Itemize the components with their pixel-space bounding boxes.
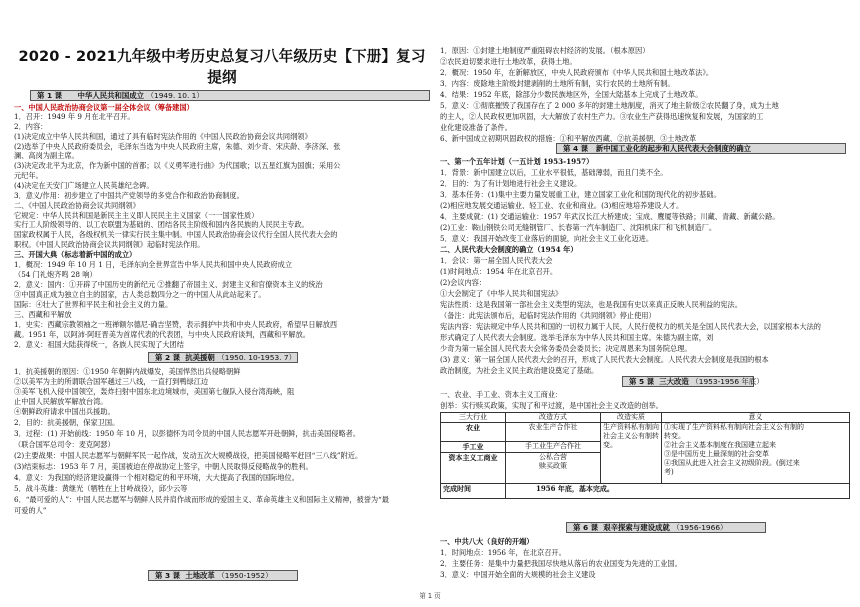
left-line: 1．概况：1949 年 10 月 1 日，毛泽东向全世界宣告中华人民共和国中央人民政府成立 [14, 260, 293, 269]
right-line: 3．意义：中国开始全面的大规模的社会主义建设 [440, 570, 596, 579]
right-line: 宪法性质：这是我国第一部社会主义类型的宪法，也是我国有史以来真正反映人民利益的宪法。 [440, 300, 742, 309]
table-header: 改造实质 [601, 413, 662, 423]
right-line: 形式确定了人民代表大会制度。选举毛泽东为中华人民共和国主席。朱德为副主席，刘 [440, 333, 714, 342]
lesson-4-label: 第 4 课 [563, 144, 589, 153]
right-line: 6、新中国成立初期巩固政权的措施：①和平解放西藏、②抗美援朝、③土地改革 [440, 134, 697, 143]
table-header: 意义 [662, 413, 850, 423]
right-line: 4．结果：1952 年底，除部分少数民族地区外，全国大陆基本上完成了土地改革。 [440, 90, 703, 99]
right-line: 政治制度，为社会主义民主政治建设奠定了基础。 [440, 366, 599, 375]
lesson-3-header [148, 570, 298, 581]
lesson-3-date: （1950-1952） [217, 571, 273, 580]
right-line: 3．基本任务：(1)集中主要力量发展重工业，建立国家工业化和国防现代化的初步基础。 [440, 190, 721, 199]
left-line: 可爱的人” [14, 506, 47, 515]
left-line: 5．战斗英雄：黄继光（牺牲在上甘岭战役），邱少云等 [14, 484, 188, 493]
left-line: 澜、高岗为副主席。 [14, 151, 79, 160]
left-line: 三、开国大典（标志着新中国的成立） [14, 250, 137, 259]
left-line: 国家政权属于人民，各级权机关一律实行民主集中制。中国人民政治协商会议代行全国人民代表大会的 [14, 230, 338, 239]
left-line: ②以美军为主的所谓联合国军越过三八线，一直打到鸭绿江边 [14, 377, 209, 386]
lesson-1-date: （1949. 10. 1） [146, 91, 204, 100]
left-line: 它规定：中华人民共和国是新民主主义即人民民主主义国家（一一国家性质） [14, 211, 259, 220]
meaning-line: 考) [664, 468, 674, 476]
right-line: 一、中共八大（良好的开端） [440, 537, 534, 546]
meaning-line: ④我国从此进入社会主义初级阶段。(倒过来 [664, 459, 800, 467]
right-line: 二、人民代表大会制度的确立（1954 年） [440, 245, 578, 254]
lesson-3-label: 第 3 课 [155, 571, 181, 580]
left-line: 2．内容： [14, 122, 48, 131]
right-line: 2．目的：为了有计划地进行社会主义建设。 [440, 179, 582, 188]
right-line: 1．原因：①封建土地制度严重阻碍农村经济的发展。（根本原因） [440, 46, 650, 55]
right-line: ①大会制定了《中华人民共和国宪法》 [440, 289, 563, 298]
table-cell: 公私合营 赎买政策 [506, 453, 601, 484]
table-header: 三大行业 [441, 413, 506, 423]
left-line: 2．目的：抗美援朝，保家卫国。 [14, 418, 120, 427]
lesson-2-date: （1950. 10-1953. 7） [217, 353, 296, 362]
left-line: 1．召开：1949 年 9 月在北平召开。 [14, 112, 135, 121]
left-line: 止中国人民解放军解放台湾。 [14, 397, 108, 406]
table-cell: 手工业生产合作社 [506, 442, 601, 453]
right-line: (2)会议内容： [440, 278, 487, 287]
left-line: 元纪年。 [14, 171, 43, 180]
left-line: 二、《中国人民政治协商会议共同纲领》 [14, 201, 140, 210]
left-line: 2．意义：国内：①开辟了中国历史的新纪元 ②推翻了帝国主义、封建主义和官僚资本主义的统治 [14, 280, 323, 289]
right-line: 2．主要任务：是集中力量把我国尽快地从落后的农业国变为先进的工业国。 [440, 559, 682, 568]
table-cell: 完成时间 [441, 484, 506, 499]
lesson-5-date: （1953-1956 年底） [691, 377, 764, 386]
right-line: 1．背景：新中国建立以后，工业水平很低，基础薄弱，而且门类不全。 [440, 168, 668, 177]
right-line: 的主人，②人民政权更加巩固，大大解放了农村生产力。③农业生产获得迅速恢复和发展，为国家的工 [440, 112, 764, 121]
left-line: （联合国军总司令：麦克阿瑟） [14, 440, 115, 449]
right-line: 5．意义：我国开始改变工业落后的面貌，向社会主义工业化迈进。 [440, 234, 654, 243]
left-line: ③中国真正成为独立自主的国家，古人类总数四分之一的中国人从此站起来了。 [14, 290, 266, 299]
table-cell: 农业生产合作社 [506, 423, 601, 442]
right-line: (2)相应地发展交通运输业、轻工业、农业和商业。(3)相应地培养建设人才。 [440, 201, 684, 210]
table-row [441, 423, 850, 442]
right-line: 一、农业、手工业、资本主义工商业： [440, 390, 563, 399]
right-line: 4．主要成就：(1) 交通运输业：1957 年武汉长江大桥建成；宝成、鹰厦等铁路；川藏、青藏、新藏公路。 [440, 212, 780, 221]
left-line: （54 门礼炮齐鸣 28 响） [14, 270, 97, 279]
three-reforms-table [440, 412, 850, 499]
lesson-4-name: 新中国工业化的起步和人民代表大会制度的确立 [595, 144, 752, 153]
table-row-complete [441, 484, 850, 499]
left-line: 2．意义：祖国大陆获得统一，各族人民实现了大团结 [14, 340, 184, 349]
table-cell: 农业 [441, 423, 506, 442]
lesson-4-header [556, 143, 846, 154]
table-header: 改造方式 [506, 413, 601, 423]
lesson-5-label: 第 5 课 [629, 377, 655, 386]
table-cell: 手工业 [441, 442, 506, 453]
right-line: (3) 意义：第一届全国人民代表大会的召开，形成了人民代表大会制度。人民代表大会制度是我国的根本 [440, 355, 769, 364]
right-line: 宪法内容：宪法规定中华人民共和国的一切权力属于人民，人民行使权力的机关是全国人民代表大会，以国家根本大法的 [440, 322, 821, 331]
left-line: (2)主要战果：中国人民志愿军与朝鲜军民一起作战，发动五次大规模战役，把美国侵略军赶回“三八线”附近。 [14, 451, 363, 460]
left-line: 三、西藏和平解放 [14, 310, 72, 319]
page-footer: 第 1 页 [419, 592, 441, 600]
right-line: 2．概况：1950 年，在新解放区，中央人民政府颁布《中华人民共和国土地改革法》。 [440, 68, 714, 77]
left-line: 实行工人阶级领导的、以工农联盟为基础的、团结各民主阶级和国内各民族的人民民主专政。 [14, 220, 309, 229]
lesson-6-header [566, 522, 766, 533]
lesson-3-name: 土地改革 [185, 571, 215, 580]
right-line: (2)工业：鞍山钢铁公司无缝钢管厂、长春第一汽车制造厂、沈阳机床厂和飞机制造厂。 [440, 223, 717, 232]
right-line: （备注：此宪法颁布后，起临时宪法作用的《共同纲领》停止使用） [440, 311, 656, 320]
lesson-2-name: 抗美援朝 [185, 353, 215, 362]
right-line: 一、第一个五年计划（一五计划 1953-1957） [440, 157, 594, 166]
lesson-5-name: 三大改造 [659, 377, 689, 386]
left-line: 6．“最可爱的人”：中国人民志愿军与朝鲜人民并肩作战而形成的爱国主义、革命英雄主义和国际主义精神，被誉为“最 [14, 495, 389, 504]
right-line: (1)时间地点：1954 年在北京召开。 [440, 267, 558, 276]
meaning-line: ③是中国历史上最深刻的社会变革 [664, 450, 769, 458]
meaning-line: 转变。 [664, 432, 685, 440]
lesson-5-header [622, 376, 764, 387]
left-line: (2)选举了中央人民政府委员会，毛泽东当选为中央人民政府主席，朱德、刘少奇、宋庆龄、李济深、张 [14, 142, 341, 151]
left-line: 4．意义：为我国的经济建设赢得一个相对稳定的和平环境，大大提高了我国的国际地位。 [14, 473, 299, 482]
left-line: (3)结束标志：1953 年 7 月，美国被迫在停战协定上签字，中朝人民取得反侵略战争的胜利。 [14, 462, 313, 471]
left-line: 3．意义/作用：初步建立了中国共产党领导的多党合作和政治协商制度。 [14, 191, 244, 200]
right-line: 3．内容：废除地主阶级封建剥削的土地所有制，实行农民的土地所有制。 [440, 79, 675, 88]
table-cell: 资本主义工商业 [441, 453, 506, 484]
left-line: (3)决定改北平为北京，作为新中国的首都；以《义勇军进行曲》为代国歌；以五星红旗为国旗；采用公 [14, 161, 341, 170]
left-line: 3．过程：(1) 开始前线：1950 年 10 月，以彭德怀为司令员的中国人民志愿军开赴朝鲜，抗击美国侵略者。 [14, 429, 361, 438]
lesson-6-date: （1956-1966） [672, 523, 728, 532]
left-line: ④朝鲜政府请求中国出兵援助。 [14, 407, 115, 416]
lesson-1-label: 第 1 课 [37, 91, 63, 100]
page-title: 2020 - 2021九年级中考历史总复习八年级历史【下册】复习提纲 [18, 48, 426, 86]
right-line: ②农民迫切要求进行土地改革，获得土地。 [440, 57, 577, 66]
lesson-1-name: 中华人民共和国成立 [77, 91, 145, 100]
lesson-6-name: 艰辛探索与建设成就 [603, 523, 670, 532]
left-line: 国际：④壮大了世界和平民主和社会主义的力量。 [14, 300, 173, 309]
right-line: 1．时间地点：1956 年，在北京召开。 [440, 548, 566, 557]
left-line: 1．抗美援朝的原因：①1950 年朝鲜内战爆发，美国悍然出兵侵略朝鲜 [14, 367, 241, 376]
left-line: 1．史实：西藏宗教领袖之一班禅额尔德尼·确吉坚赞，表示拥护中共和中央人民政府，希望早日解放西 [14, 320, 338, 329]
right-line: 业化建设准备了条件。 [440, 123, 512, 132]
right-line: 1．会议：第一届全国人民代表大会 [440, 256, 553, 265]
right-line: 5．意义：①彻底摧毁了我国存在了 2 000 多年的封建土地制度，消灭了地主阶级②农民翻了身，成为土地 [440, 101, 779, 110]
lesson-2-header [148, 352, 298, 363]
left-line: 一、中国人民政治协商会议第一届全体会议（筹备建国） [14, 103, 194, 112]
meaning-line: ②社会主义基本制度在我国建立起来 [664, 441, 776, 449]
meaning-line: ①实现了生产资料私有制向社会主义公有制的 [664, 423, 804, 431]
table-cell: 1956 年底，基本完成。 [506, 484, 850, 499]
left-line: 职权。《中国人民政治协商会议共同纲领》起临时宪法作用。 [14, 240, 205, 249]
lesson-6-label: 第 6 课 [573, 523, 599, 532]
lesson-2-label: 第 2 课 [155, 353, 181, 362]
right-line: 少奇为第一届全国人民代表大会常务委员会委员长；决定周恩来为国务院总理。 [440, 344, 692, 353]
table-cell-essence: 生产资料私有制向社会主义公有制转变。 [601, 423, 662, 484]
table-header-row [441, 413, 850, 423]
left-line: 藏。1951 年，以阿沛·阿旺晋美为首席代表的代表团，与中央人民政府谈判，西藏和平解放。 [14, 330, 310, 339]
left-line: (1)决定成立中华人民共和国，通过了具有临时宪法作用的《中国人民政治协商会议共同纲领》 [14, 132, 312, 141]
right-line: 创举：实行赎买政策，实现了和平过渡，是中国社会主义改造的创举。 [440, 401, 663, 410]
left-line: (4)决定在天安门广场建立人民英雄纪念碑。 [14, 181, 154, 190]
left-line: ③美军飞机入侵中国领空，轰炸扫射中国东北边境城市，美国第七舰队入侵台湾海峡，阻 [14, 387, 295, 396]
table-cell-meaning [662, 423, 850, 484]
lesson-1-header [30, 90, 430, 101]
